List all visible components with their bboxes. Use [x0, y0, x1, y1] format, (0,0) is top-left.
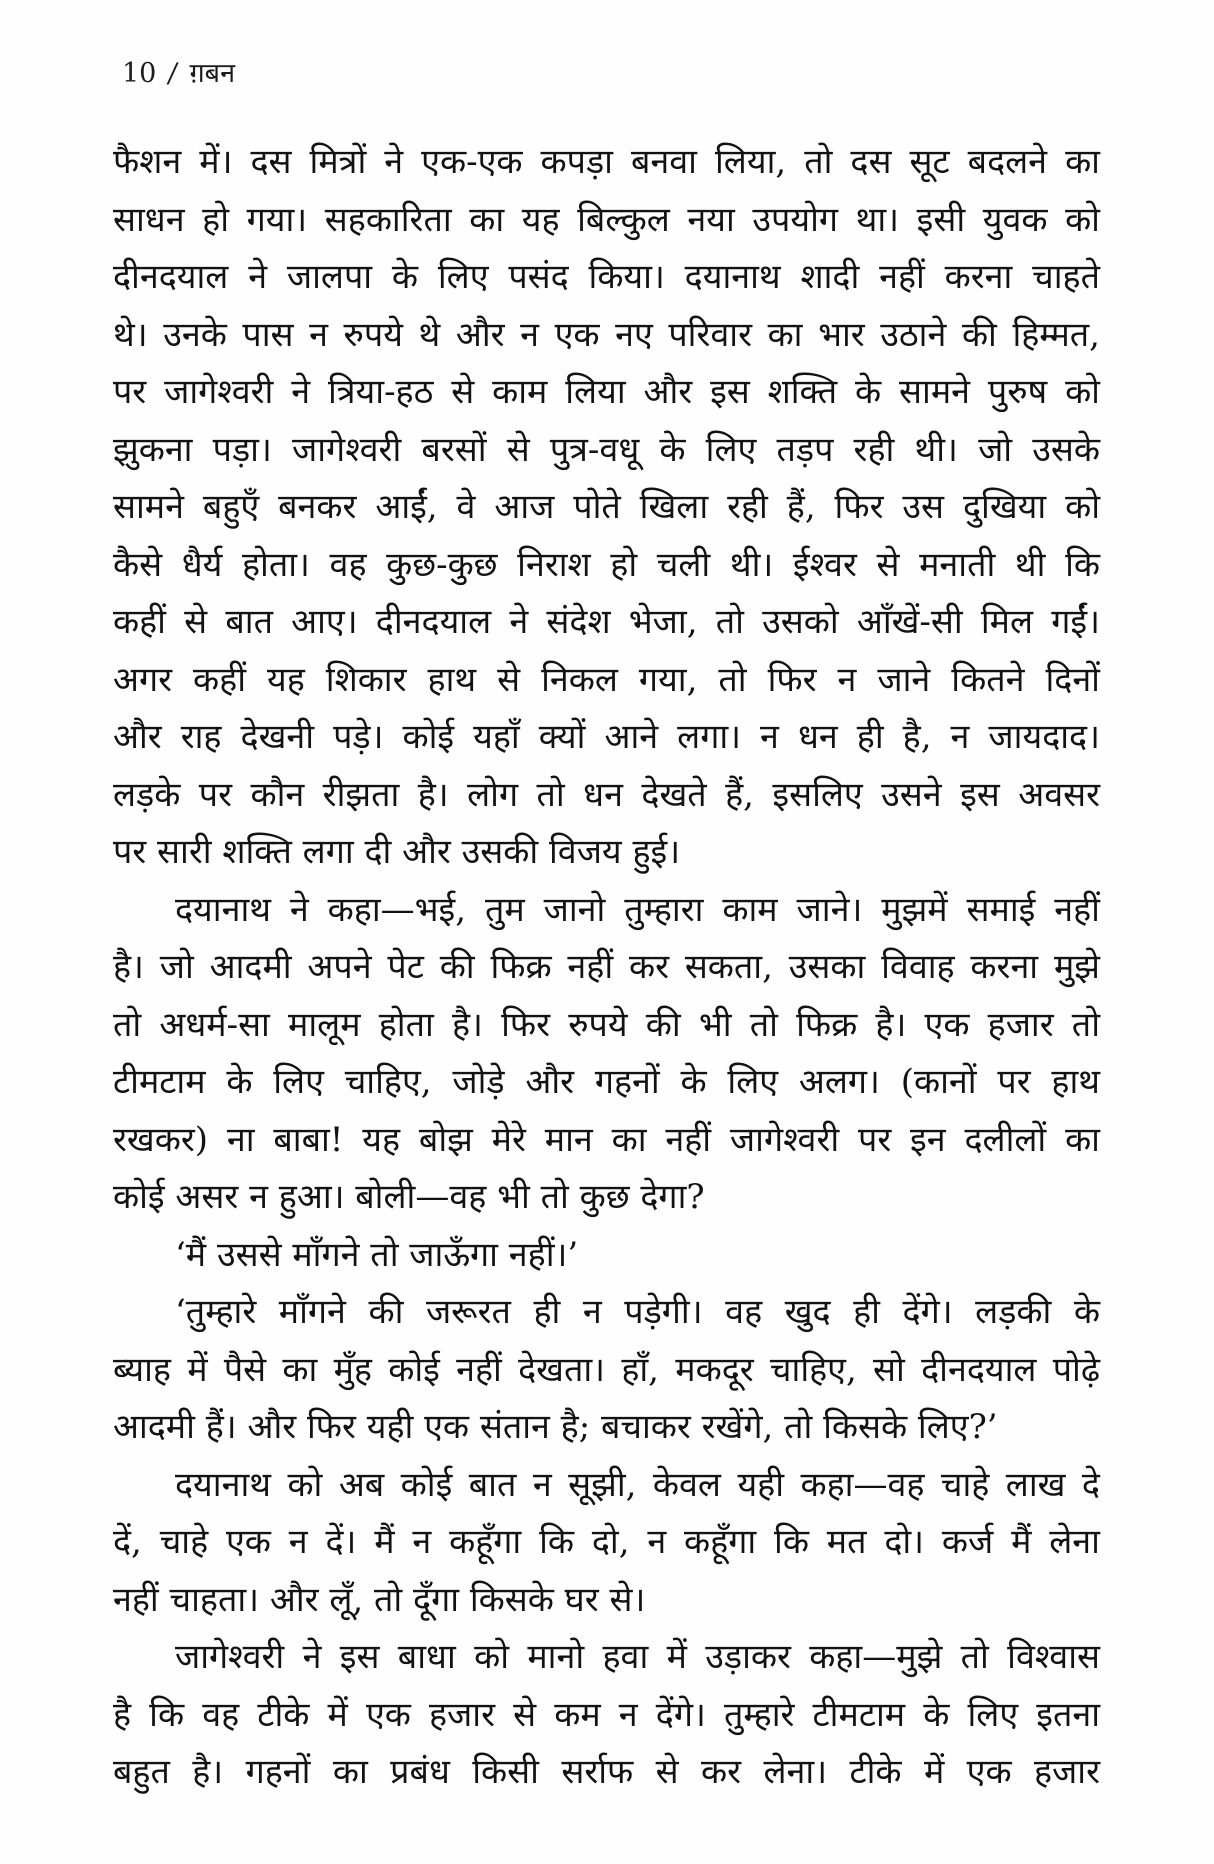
- text-line: नहीं चाहता। और लूँ, तो दूँगा किसके घर से।: [113, 1579, 646, 1620]
- paragraph: [113, 134, 1100, 882]
- text-line: लड़के पर कौन रीझता है। लोग तो धन देखते हैं, इसलिए उसने इस अवसर: [113, 774, 1100, 815]
- page-number: 10: [122, 58, 157, 89]
- paragraph: [113, 1457, 1100, 1630]
- text-line: ‘मैं उससे माँगने तो जाऊँगा नहीं।’: [175, 1234, 579, 1275]
- page-text: [113, 134, 1100, 1802]
- text-line: दयानाथ को अब कोई बात न सूझी, केवल यही कहा—वह चाहे लाख दे: [175, 1464, 1100, 1505]
- paragraph: [113, 1227, 1100, 1285]
- text-line: थे। उनके पास न रुपये थे और न एक नए परिवार का भार उठाने की हिम्मत,: [113, 314, 1100, 355]
- text-line: झुकना पड़ा। जागेश्वरी बरसों से पुत्र-वधू के लिए तड़प रही थी। जो उसके: [113, 429, 1100, 470]
- text-line: जागेश्वरी ने इस बाधा को मानो हवा में उड़ाकर कहा—मुझे तो विश्वास: [175, 1637, 1100, 1677]
- text-line: आदमी हैं। और फिर यही एक संतान है; बचाकर रखेंगे, तो किसके लिए?’: [113, 1407, 998, 1447]
- text-line: ‘तुम्हारे माँगने की जरूरत ही न पड़ेगी। वह खुद ही देंगे। लड़की के: [175, 1292, 1100, 1332]
- paragraph: [113, 1629, 1100, 1802]
- text-line: साधन हो गया। सहकारिता का यह बिल्कुल नया उपयोग था। इसी युवक को: [113, 199, 1100, 240]
- text-line: पर जागेश्वरी ने त्रिया-हठ से काम लिया और इस शक्ति के सामने पुरुष को: [113, 372, 1100, 412]
- header-separator: /: [166, 58, 180, 89]
- page-header: [122, 56, 235, 92]
- text-line: रखकर) ना बाबा! यह बोझ मेरे मान का नहीं जागेश्वरी पर इन दलीलों का: [113, 1119, 1100, 1160]
- text-line: और राह देखनी पड़े। कोई यहाँ क्यों आने लगा। न धन ही है, न जायदाद।: [113, 717, 1100, 757]
- paragraph: [113, 1284, 1100, 1457]
- text-line: पर सारी शक्ति लगा दी और उसकी विजय हुई।: [113, 832, 681, 872]
- text-line: बहुत है। गहनों का प्रबंध किसी सर्राफ से कर लेना। टीके में एक हजार: [113, 1752, 1100, 1792]
- book-title: ग़बन: [189, 58, 236, 89]
- text-line: कोई असर न हुआ। बोली—वह भी तो कुछ देगा?: [113, 1177, 705, 1217]
- text-line: अगर कहीं यह शिकार हाथ से निकल गया, तो फिर न जाने कितने दिनों: [113, 659, 1100, 700]
- paragraph: [113, 882, 1100, 1227]
- text-line: है कि वह टीके में एक हजार से कम न देंगे। तुम्हारे टीमटाम के लिए इतना: [113, 1694, 1100, 1735]
- text-line: तो अधर्म-सा मालूम होता है। फिर रुपये की भी तो फिक्र है। एक हजार तो: [113, 1004, 1100, 1045]
- text-line: दीनदयाल ने जालपा के लिए पसंद किया। दयानाथ शादी नहीं करना चाहते: [113, 257, 1100, 297]
- text-line: फैशन में। दस मित्रों ने एक-एक कपड़ा बनवा लिया, तो दस सूट बदलने का: [113, 142, 1100, 182]
- text-line: कैसे धैर्य होता। वह कुछ-कुछ निराश हो चली थी। ईश्वर से मनाती थी कि: [113, 544, 1100, 585]
- text-line: सामने बहुएँ बनकर आईं, वे आज पोते खिला रही हैं, फिर उस दुखिया को: [113, 487, 1100, 527]
- text-line: है। जो आदमी अपने पेट की फिक्र नहीं कर सकता, उसका विवाह करना मुझे: [113, 947, 1100, 987]
- text-line: दें, चाहे एक न दें। मैं न कहूँगा कि दो, न कहूँगा कि मत दो। कर्ज मैं लेना: [113, 1522, 1100, 1562]
- text-line: ब्याह में पैसे का मुँह कोई नहीं देखता। हाँ, मकदूर चाहिए, सो दीनदयाल पोढ़े: [113, 1349, 1100, 1390]
- text-line: टीमटाम के लिए चाहिए, जोड़े और गहनों के लिए अलग। (कानों पर हाथ: [113, 1062, 1100, 1102]
- text-line: दयानाथ ने कहा—भई, तुम जानो तुम्हारा काम जाने। मुझमें समाई नहीं: [175, 889, 1100, 930]
- text-line: कहीं से बात आए। दीनदयाल ने संदेश भेजा, तो उसको आँखें-सी मिल गईं।: [113, 602, 1100, 642]
